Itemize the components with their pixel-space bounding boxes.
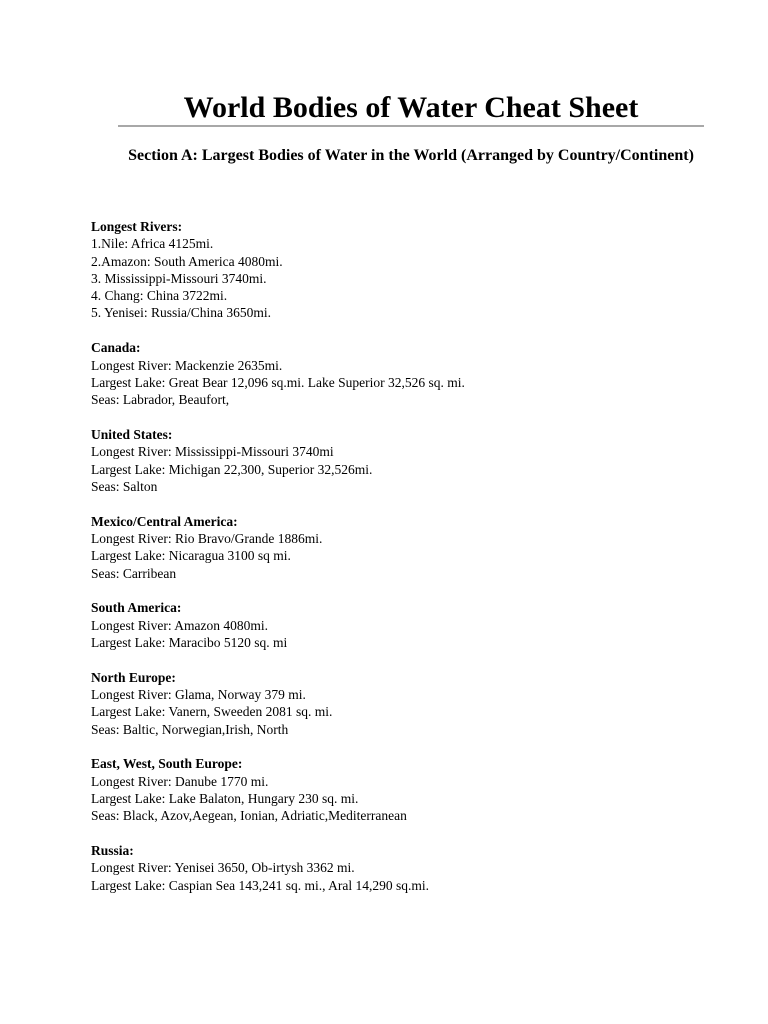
- block-line: 2.Amazon: South America 4080mi.: [91, 253, 283, 269]
- block-line: Largest Lake: Vanern, Sweeden 2081 sq. mi.: [91, 704, 333, 720]
- block-heading: North Europe:: [91, 669, 176, 685]
- block-line: Seas: Labrador, Beaufort,: [91, 392, 230, 408]
- block-line: Longest River: Mississippi-Missouri 3740mi: [91, 444, 334, 460]
- block-line: 3. Mississippi-Missouri 3740mi.: [91, 270, 267, 286]
- block-heading: Mexico/Central America:: [91, 513, 238, 529]
- block-north-europe: [91, 669, 711, 738]
- block-line: Largest Lake: Great Bear 12,096 sq.mi. Lake Superior 32,526 sq. mi.: [91, 374, 465, 390]
- block-line: Longest River: Glama, Norway 379 mi.: [91, 687, 306, 703]
- block-line: Largest Lake: Maracibo 5120 sq. mi: [91, 634, 288, 650]
- block-line: Longest River: Amazon 4080mi.: [91, 617, 268, 633]
- block-line: Largest Lake: Michigan 22,300, Superior 32,526mi.: [91, 461, 373, 477]
- block-heading: Russia:: [91, 843, 134, 859]
- block-line: Largest Lake: Caspian Sea 143,241 sq. mi., Aral 14,290 sq.mi.: [91, 877, 429, 893]
- title-divider: [118, 125, 704, 127]
- section-heading: Section A: Largest Bodies of Water in the World (Arranged by Country/Continent): [128, 147, 694, 164]
- document-body: [91, 218, 711, 912]
- block-line: Longest River: Mackenzie 2635mi.: [91, 357, 283, 373]
- block-line: 1.Nile: Africa 4125mi.: [91, 236, 214, 252]
- block-united-states: [91, 426, 711, 495]
- block-line: Longest River: Rio Bravo/Grande 1886mi.: [91, 530, 323, 546]
- block-mexico-central-america: [91, 513, 711, 582]
- block-line: Seas: Salton: [91, 478, 158, 494]
- block-line: Seas: Carribean: [91, 565, 177, 581]
- page-title: World Bodies of Water Cheat Sheet: [183, 91, 639, 124]
- block-line: 5. Yenisei: Russia/China 3650mi.: [91, 305, 272, 321]
- block-south-america: [91, 599, 711, 651]
- block-heading: South America:: [91, 600, 182, 616]
- block-canada: [91, 339, 711, 408]
- block-heading: East, West, South Europe:: [91, 756, 243, 772]
- block-line: Seas: Black, Azov,Aegean, Ionian, Adriatic,Mediterranean: [91, 808, 407, 824]
- block-line: Largest Lake: Nicaragua 3100 sq mi.: [91, 548, 291, 564]
- block-longest-rivers: [91, 218, 711, 322]
- block-line: 4. Chang: China 3722mi.: [91, 288, 228, 304]
- block-heading: Longest Rivers:: [91, 219, 183, 234]
- block-line: Largest Lake: Lake Balaton, Hungary 230 sq. mi.: [91, 791, 359, 807]
- block-heading: Canada:: [91, 340, 141, 356]
- block-line: Seas: Baltic, Norwegian,Irish, North: [91, 721, 289, 737]
- block-heading: United States:: [91, 426, 173, 442]
- block-east-west-south-europe: [91, 755, 711, 824]
- block-line: Longest River: Yenisei 3650, Ob-irtysh 3362 mi.: [91, 860, 355, 876]
- block-russia: [91, 842, 711, 894]
- block-line: Longest River: Danube 1770 mi.: [91, 773, 269, 789]
